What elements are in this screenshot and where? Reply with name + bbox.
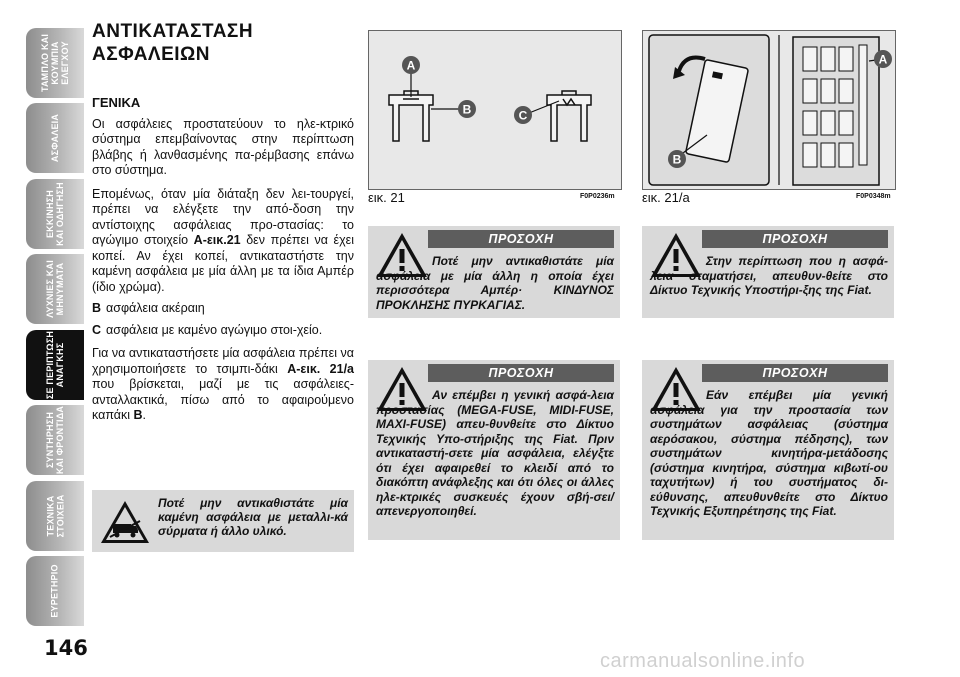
callout-a: A (878, 52, 888, 67)
para-text: που βρίσκεται, μαζί με τις ασφάλειες-ανταλλακτικά, πίσω από το αφαιρούμενο καπάκι (92, 377, 354, 422)
figure-21a (642, 30, 896, 190)
page-title (92, 20, 354, 66)
tab-index[interactable] (26, 556, 84, 626)
warning-text: Στην περίπτωση που η ασφά-λεια σταματήσει, απευθυν-θείτε στο Δίκτυο Τεχνικής Υποστήρι-ξης της Fiat. (650, 254, 888, 297)
van-warning-icon (100, 500, 150, 544)
tab-label: ΣΥΝΤΗΡΗΣΗ ΚΑΙ ΦΡΟΝΤΙΔΑ (45, 405, 66, 475)
figure-21-caption: εικ. 21 (368, 190, 405, 205)
warning-heading: ΠΡΟΣΟΧΗ (428, 364, 614, 382)
check-fuse-paragraph (92, 187, 354, 296)
callout-c: C (518, 108, 528, 123)
tab-starting-driving[interactable] (26, 179, 84, 249)
title-line-1: ΑΝΤΙΚΑΤΑΣΤΑΣΗ (92, 21, 254, 42)
tab-maintenance[interactable] (26, 405, 84, 475)
warning-box-1 (368, 226, 620, 318)
para-text: . (142, 408, 147, 422)
note-text: Ποτέ μην αντικαθιστάτε μία καμένη ασφάλεια με μεταλλι-κά σύρματα ή άλλο υλικό. (158, 496, 348, 538)
warning-box-3 (368, 360, 620, 540)
para-text: Επομένως, όταν μία διάταξη δεν λει-τουργεί, πρέπει να ελέγξετε την από-δοση την αντίστοιχης ασφάλειας προ-στασίας: το αγώγιμο στοιχείο (92, 186, 354, 247)
watermark: carmanualsonline.info (600, 650, 806, 672)
main-text-column (92, 20, 354, 424)
tab-label: ΣΕ ΠΕΡΙΠΤΩΣΗ ΑΝΑΓΚΗΣ (45, 330, 66, 400)
figure-reference: A-εικ.21 (193, 233, 241, 247)
warning-text: Ποτέ μην αντικαθιστάτε μία ασφάλεια με μία άλλη η οποία έχει περισσότερα Αμπέρ· ΚΙΝΔΥΝΟΣ ΠΡΟΚΛΗΣΗΣ ΠΥΡΚΑΓΙΑΣ. (376, 254, 614, 312)
page-number: 146 (44, 636, 88, 660)
warning-heading: ΠΡΟΣΟΧΗ (702, 364, 888, 382)
item-text: ασφάλεια ακέραιη (106, 301, 205, 315)
warning-box-2 (642, 226, 894, 318)
para-text: Για να αντικαταστήσετε μία ασφάλεια πρέπει να χρησιμοποιήσετε το τσιμπι-δάκι (92, 346, 354, 376)
figure-reference: A-εικ. 21/a (287, 361, 354, 376)
section-heading: ΓΕΝΙΚΑ (92, 95, 141, 110)
figure-21 (368, 30, 622, 190)
tab-label: ΕΚΚΙΝΗΣΗ ΚΑΙ ΟΔΗΓΗΣΗ (45, 182, 65, 246)
tab-label: ΛΥΧΝΙΕΣ ΚΑΙ ΜΗΝΥΜΑΤΑ (44, 260, 65, 318)
callout-b: B (672, 152, 682, 167)
title-line-2: ΑΣΦΑΛΕΙΩΝ (92, 44, 211, 65)
warning-heading: ΠΡΟΣΟΧΗ (702, 230, 888, 248)
intro-paragraph: Οι ασφάλειες προστατεύουν το ηλε-κτρικό σύστημα επεμβαίνοντας στην περίπτωση βλάβης ή λανθασμένης πα-ρέμβασης επάνω στο σύστημα. (92, 116, 354, 177)
item-text: ασφάλεια με καμένο αγώγιμο στοι-χείο. (106, 322, 323, 337)
warning-text: Αν επέμβει η γενική ασφά-λεια προστασίας (MEGA-FUSE, MIDI-FUSE, MAXI-FUSE) απευ-θυνθείτε στο Δίκτυο Τεχνικής Υπο-στήριξης της Fiat. Πριν αντικαταστή-σετε μία ασφάλεια, ελέγξτε ότι έχει αφαιρεθεί το κλειδί από το διακόπτη ανάφλεξης και ότι όλες οι άλλες ηλε-κτρικές συσκευές έχουν σβή-σει/απενεργοποιηθεί. (376, 388, 614, 518)
para-text: δεν πρέπει να έχει κοπεί. Αν έχει κοπεί, αντικαταστήστε την καμένη ασφάλεια με μία άλλη με τα ίδια Αμπέρ (ίδιο χρώμα). (92, 233, 354, 294)
fuse-illustration (369, 31, 621, 189)
tab-label: ΤΑΜΠΛΟ ΚΑΙ ΚΟΥΜΠΙΑ ΕΛΕΓΧΟΥ (40, 33, 70, 93)
tab-safety[interactable] (26, 103, 84, 173)
warning-text: Εάν επέμβει μία γενική ασφάλεια για την προστασία των συστημάτων ασφάλειας (σύστημα αερόσακου, σύστημα πέδησης), των συστημάτων κινητήρα-μετάδοσης (σύστημα κινητήρα, σύστημα κιβωτί-ου ταχυτήτων) ή του συστήματος δι-εύθυνσης, απευθυνθείτε στο Δίκτυο Τεχνικής Εξυπηρέτησης της Fiat. (650, 388, 888, 518)
list-item-c (92, 323, 354, 339)
tab-label: ΤΕΧΝΙΚΑ ΣΤΟΙΧΕΙΑ (45, 494, 65, 538)
tab-dashboard-controls[interactable] (26, 28, 84, 98)
callout-a: A (406, 58, 416, 73)
warning-heading: ΠΡΟΣΟΧΗ (428, 230, 614, 248)
fuse-box-illustration (643, 31, 895, 189)
tab-label: ΕΥΡΕΤΗΡΙΟ (49, 564, 60, 618)
replace-fuse-paragraph (92, 346, 354, 424)
figure-21-code: F0P0236m (580, 193, 615, 200)
figure-21a-code: F0P0348m (856, 193, 891, 200)
warning-box-4 (642, 360, 894, 540)
tab-warning-lights[interactable] (26, 254, 84, 324)
environment-note (92, 490, 354, 552)
figure-21a-caption: εικ. 21/a (642, 190, 690, 205)
item-label: C (92, 322, 102, 337)
tab-emergency[interactable] (26, 330, 84, 400)
tab-technical-data[interactable] (26, 481, 84, 551)
tab-label: ΑΣΦΑΛΕΙΑ (50, 113, 60, 163)
callout-b: B (462, 102, 472, 117)
cover-reference: B (133, 408, 143, 422)
item-label: B (92, 301, 102, 315)
list-item-b (92, 301, 354, 317)
